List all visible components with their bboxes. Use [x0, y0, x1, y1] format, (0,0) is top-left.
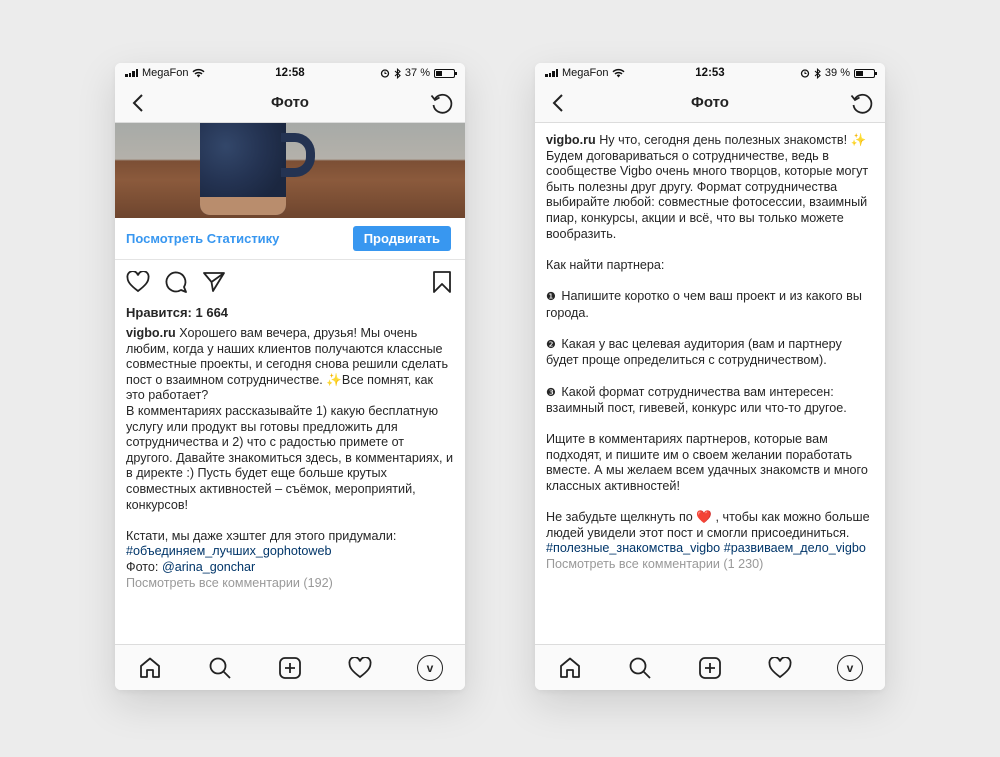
status-time: 12:58 — [275, 67, 305, 79]
carrier-label: MegaFon — [562, 67, 609, 79]
action-bar — [115, 260, 465, 304]
heart-icon — [768, 657, 792, 679]
status-bar — [115, 63, 465, 83]
home-icon — [558, 656, 582, 680]
tab-add[interactable] — [275, 653, 305, 683]
page-title: Фото — [271, 94, 309, 111]
tab-activity[interactable] — [765, 653, 795, 683]
promote-button[interactable]: Продвигать — [353, 226, 451, 251]
caption-text: Ну что, сегодня день полезных знакомств! — [599, 133, 848, 147]
view-stats-link[interactable]: Посмотреть Статистику — [126, 231, 280, 246]
tab-add[interactable] — [695, 653, 725, 683]
caption-text: Какой формат сотрудничества вам интересен: взаимный пост, гивевей, конкурс или что-то другое. — [546, 384, 847, 416]
caption-text: Как найти партнера: — [546, 257, 665, 272]
mug-image — [200, 123, 286, 215]
caption-text: Напишите коротко о чем ваш проект и из какого вы города. — [546, 288, 862, 320]
sparkle-emoji: ✨ — [326, 372, 342, 387]
caption-text: Все помнят, как это работает? — [126, 372, 434, 403]
tab-home[interactable] — [555, 653, 585, 683]
status-bar — [535, 63, 885, 83]
promo-bar — [115, 218, 465, 260]
like-button[interactable] — [125, 269, 151, 295]
comment-button[interactable] — [163, 269, 189, 295]
number-one-icon: ❶ — [546, 290, 556, 303]
chevron-left-icon — [552, 93, 564, 113]
phone-left — [115, 63, 465, 690]
heart-icon — [126, 271, 150, 293]
tab-home[interactable] — [135, 653, 165, 683]
hashtag-link[interactable]: #объединяем_лучших_gophotoweb — [126, 544, 332, 559]
bluetooth-icon — [814, 68, 821, 79]
caption-text: Будем договариваться о сотрудничестве, ведь в сообществе Vigbo очень много творцов, которые могут быть полезны друг другу. Формат сотрудничества выбирайте любой: совместные фотосессии, взаимный пиар, конкурсы, акции и всё, что вы только можете вообразить. — [546, 148, 869, 241]
bluetooth-icon — [394, 68, 401, 79]
nav-bar — [115, 83, 465, 123]
mention-link[interactable]: @arina_gonchar — [161, 559, 256, 574]
paper-plane-icon — [202, 270, 226, 294]
tab-search[interactable] — [625, 653, 655, 683]
wifi-icon — [612, 68, 625, 78]
sparkle-emoji: ✨ — [850, 133, 867, 147]
refresh-icon — [850, 91, 874, 115]
back-button[interactable] — [125, 90, 151, 116]
post-content — [535, 123, 885, 644]
number-two-icon: ❷ — [546, 338, 556, 351]
chevron-left-icon — [132, 93, 144, 113]
tab-profile[interactable] — [835, 653, 865, 683]
carrier-label: MegaFon — [142, 67, 189, 79]
caption-text: Ищите в комментариях партнеров, которые вам подходят, и пишите им о своем желании поработать вместе. А мы желаем всем удачных знакомств и много классных активностей! — [546, 432, 868, 494]
battery-percent: 37 % — [404, 67, 430, 79]
caption-text: Какая у вас целевая аудитория (вам и партнеру будет проще определиться с сотрудничеством). — [546, 336, 842, 368]
refresh-icon — [430, 91, 454, 115]
nav-bar — [535, 83, 885, 123]
search-icon — [628, 656, 652, 680]
caption-text: В комментариях рассказывайте 1) какую бесплатную услугу или продукт вы готовы предложить для сотрудничества и 2) что с радостью примете от другого. Давайте знакомиться здесь, в комментариях, и в директе :) Пусть будет еще больше крутых совместных активностей – съёмок, мероприятий, конкурсов! — [126, 403, 454, 512]
save-button[interactable] — [429, 269, 455, 295]
plus-square-icon — [698, 656, 722, 680]
tab-bar — [115, 644, 465, 690]
tab-activity[interactable] — [345, 653, 375, 683]
post-caption — [535, 129, 885, 573]
wifi-icon — [192, 68, 205, 78]
battery-icon — [854, 69, 875, 78]
back-button[interactable] — [545, 90, 571, 116]
tab-search[interactable] — [205, 653, 235, 683]
comment-icon — [164, 270, 188, 294]
heart-icon — [348, 657, 372, 679]
home-icon — [138, 656, 162, 680]
likes-count[interactable]: Нравится: 1 664 — [126, 305, 229, 320]
refresh-button[interactable] — [849, 90, 875, 116]
phone-right — [535, 63, 885, 690]
post-content — [115, 123, 465, 644]
caption-text: , чтобы как можно больше людей увидели этот пост и смогли присоединиться. — [546, 510, 870, 540]
hashtag-link[interactable]: #полезные_знакомства_vigbo — [546, 541, 721, 556]
caption-text: Кстати, мы даже хэштег для этого придумали: — [126, 528, 397, 543]
share-button[interactable] — [201, 269, 227, 295]
number-three-icon: ❸ — [546, 386, 556, 399]
tab-profile[interactable] — [415, 653, 445, 683]
vigbo-logo-icon: v — [417, 655, 443, 681]
plus-square-icon — [278, 656, 302, 680]
tab-bar — [535, 644, 885, 690]
page-title: Фото — [691, 94, 729, 111]
view-all-comments-link[interactable]: Посмотреть все комментарии (1 230) — [546, 557, 764, 572]
battery-percent: 39 % — [824, 67, 850, 79]
vigbo-logo-icon: v — [837, 655, 863, 681]
search-icon — [208, 656, 232, 680]
caption-text: Хорошего вам вечера, друзья! Мы очень любим, когда у наших клиентов получаются классные совместные проекты, и сегодня снова решили сделать пост о взаимном сотрудничестве. — [126, 326, 449, 387]
alarm-icon — [800, 68, 810, 78]
signal-icon — [125, 69, 138, 77]
view-all-comments-link[interactable]: Посмотреть все комментарии (192) — [126, 575, 333, 590]
refresh-button[interactable] — [429, 90, 455, 116]
post-photo[interactable] — [115, 123, 465, 218]
heart-emoji: ❤️ — [696, 510, 713, 525]
username-link[interactable]: vigbo.ru — [126, 326, 176, 340]
username-link[interactable]: vigbo.ru — [546, 133, 596, 147]
caption-text: Не забудьте щелкнуть по — [546, 510, 693, 525]
hashtag-link[interactable]: #развиваем_дело_vigbo — [723, 541, 866, 556]
photo-credit-prefix: Фото: — [126, 559, 159, 574]
post-caption — [115, 322, 465, 591]
alarm-icon — [380, 68, 390, 78]
bookmark-icon — [432, 270, 452, 294]
status-time: 12:53 — [695, 67, 725, 79]
signal-icon — [545, 69, 558, 77]
battery-icon — [434, 69, 455, 78]
